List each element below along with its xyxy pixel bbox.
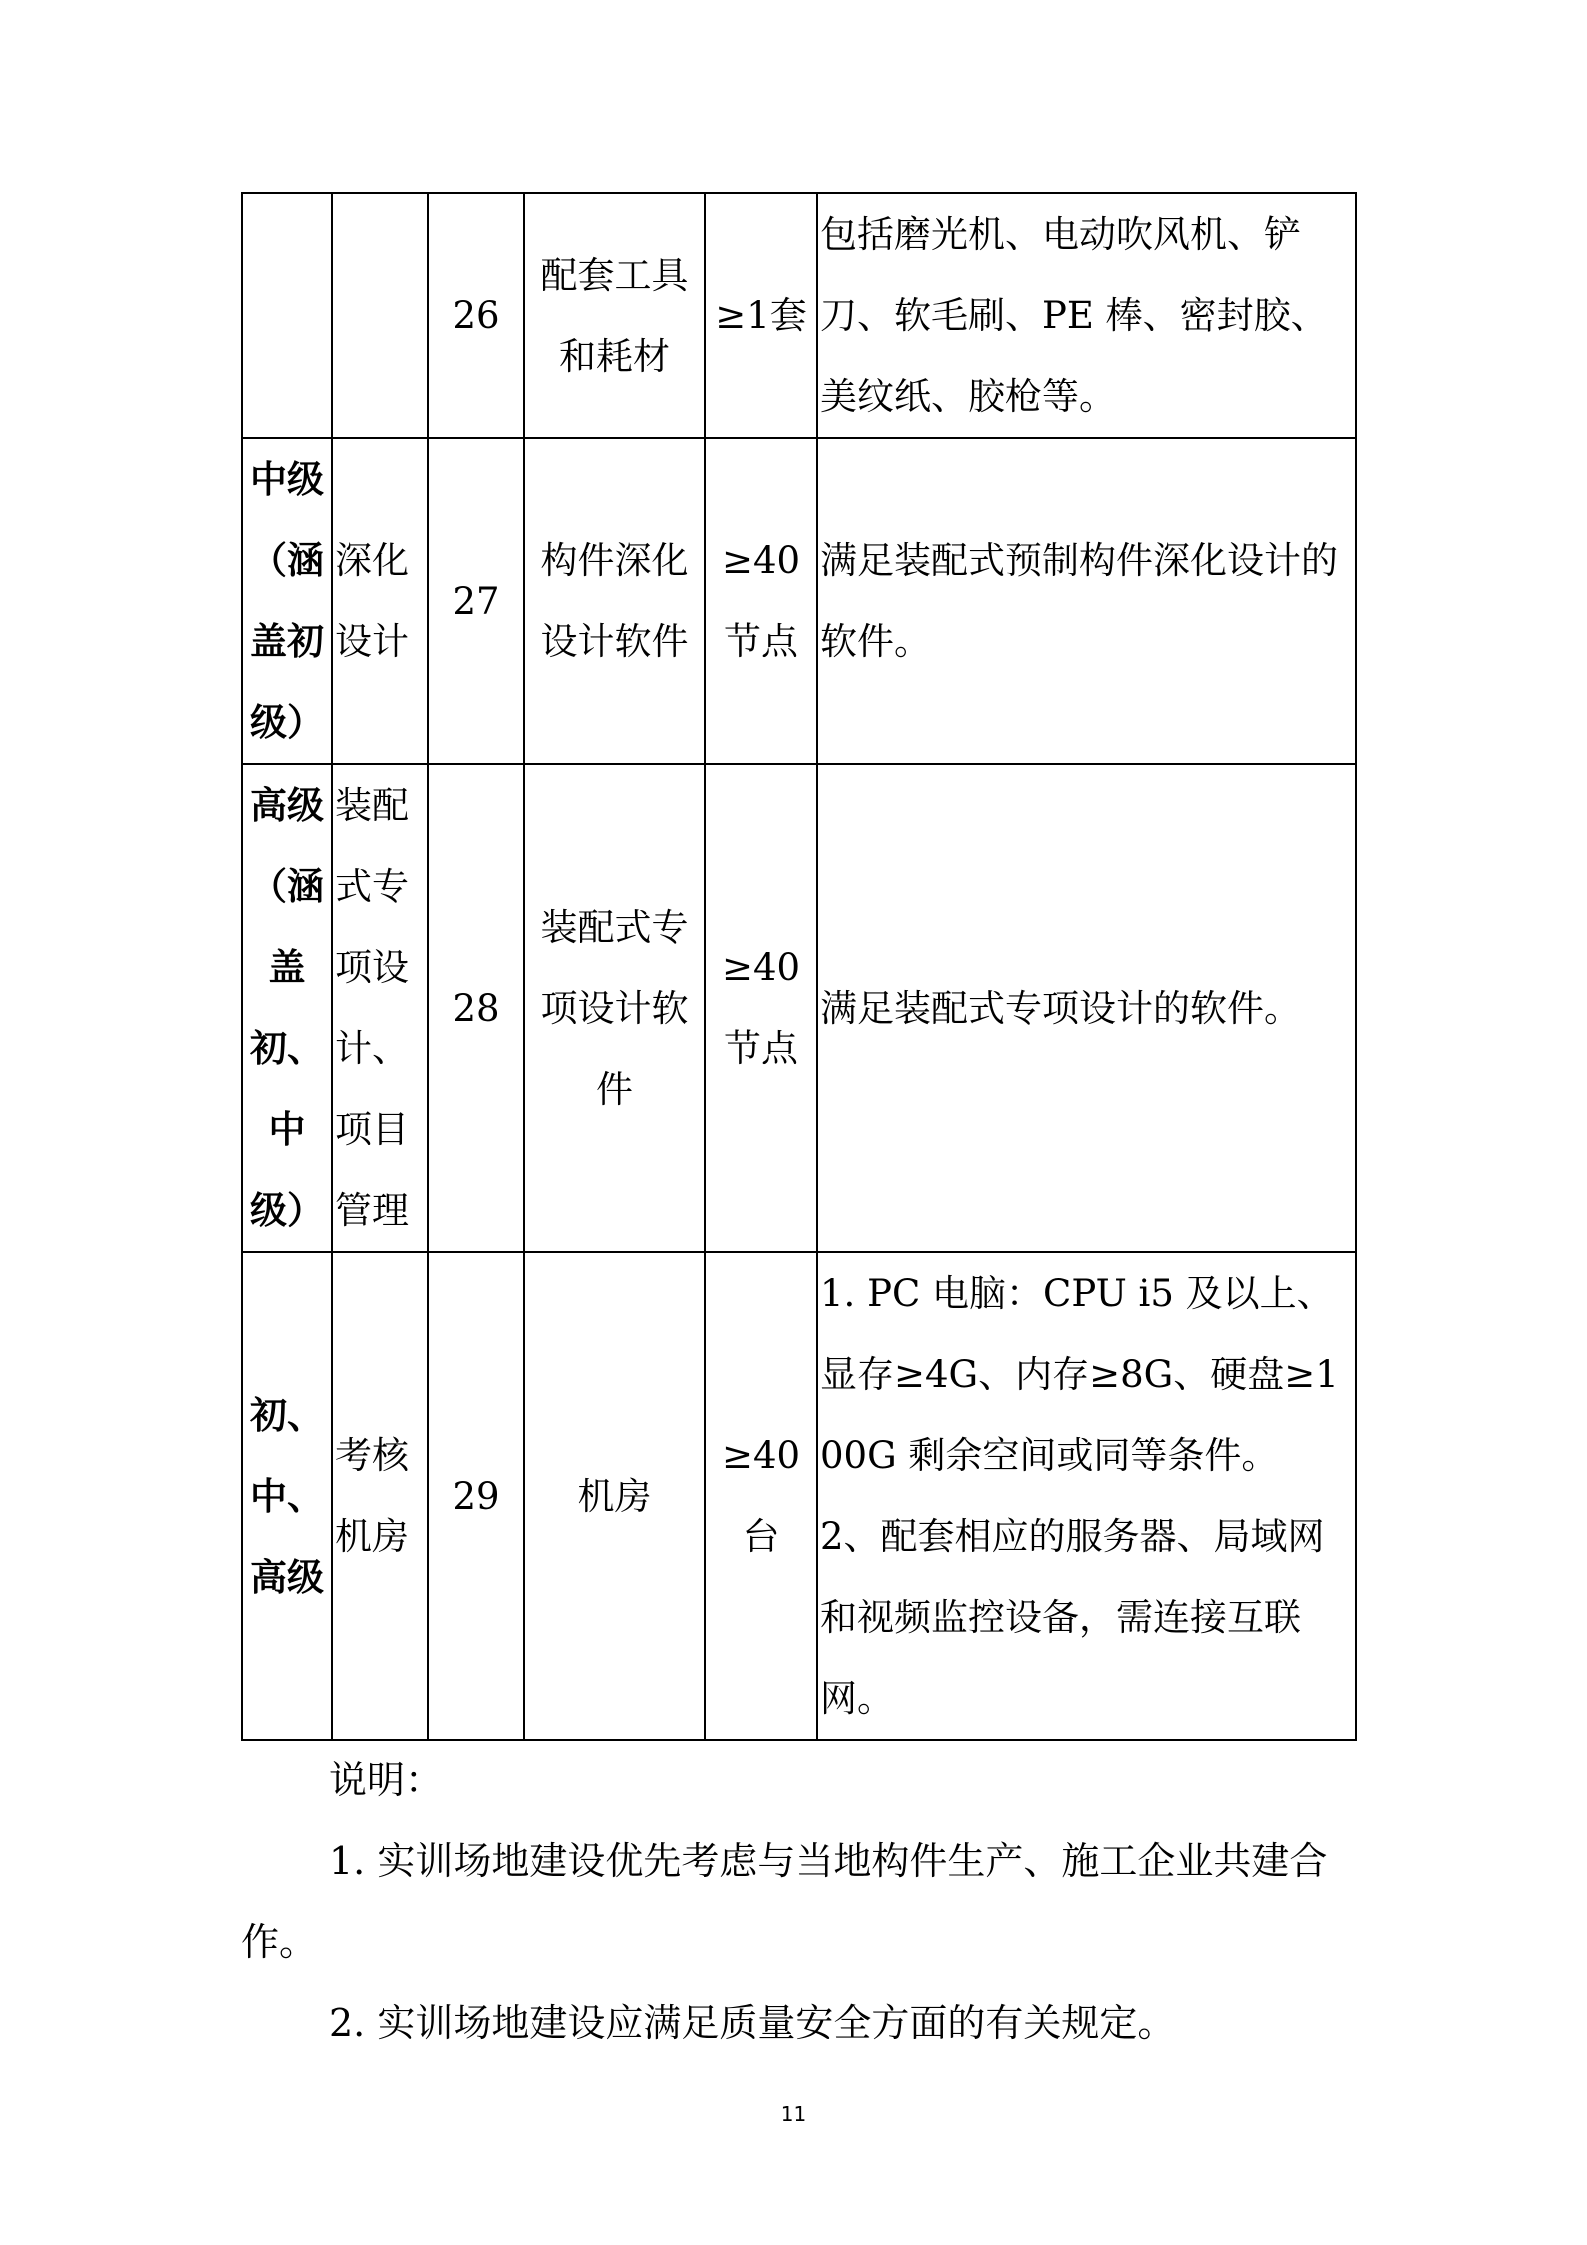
notes-title: 说明： [329, 1758, 444, 1802]
note-item: 1. 实训场地建设优先考虑与当地构件生产、施工企业共建合作。 [241, 1839, 1328, 1964]
number-cell: 29 [428, 1252, 524, 1740]
page-number: 11 [780, 2102, 807, 2126]
level-cell: 中级（涵盖初级） [242, 438, 332, 764]
description-cell [817, 1252, 1356, 1740]
level-cell: 初、中、高级 [242, 1252, 332, 1740]
name-cell: 机房 [524, 1252, 705, 1740]
quantity-cell: ≥1套 [705, 193, 817, 438]
number-cell: 27 [428, 438, 524, 764]
description-line: 1. PC 电脑：CPU i5 及以上、显存≥4G、内存≥8G、硬盘≥100G 剩余空间或同等条件。 [820, 1272, 1339, 1477]
table-row [242, 193, 1356, 438]
description-cell: 包括磨光机、电动吹风机、铲刀、软毛刷、PE 棒、密封胶、美纹纸、胶枪等。 [817, 193, 1356, 438]
quantity-cell: ≥40节点 [705, 438, 817, 764]
type-cell: 深化设计 [332, 438, 428, 764]
description-cell: 满足装配式专项设计的软件。 [817, 764, 1356, 1252]
description-cell: 满足装配式预制构件深化设计的软件。 [817, 438, 1356, 764]
type-cell [332, 193, 428, 438]
description-line: 2、配套相应的服务器、局域网和视频监控设备，需连接互联网。 [820, 1515, 1325, 1720]
table-row [242, 764, 1356, 1252]
type-cell: 装配式专项设计、项目管理 [332, 764, 428, 1252]
note-item: 2. 实训场地建设应满足质量安全方面的有关规定。 [329, 2001, 1176, 2045]
level-cell [242, 193, 332, 438]
type-cell: 考核机房 [332, 1252, 428, 1740]
number-cell: 28 [428, 764, 524, 1252]
notes-section [241, 1740, 1357, 2064]
name-cell: 配套工具和耗材 [524, 193, 705, 438]
level-cell: 高级（涵盖初、中级） [242, 764, 332, 1252]
number-cell: 26 [428, 193, 524, 438]
quantity-cell: ≥40节点 [705, 764, 817, 1252]
table-row [242, 1252, 1356, 1740]
quantity-cell: ≥40台 [705, 1252, 817, 1740]
table-row [242, 438, 1356, 764]
name-cell: 装配式专项设计软件 [524, 764, 705, 1252]
equipment-table [241, 192, 1357, 1741]
name-cell: 构件深化设计软件 [524, 438, 705, 764]
